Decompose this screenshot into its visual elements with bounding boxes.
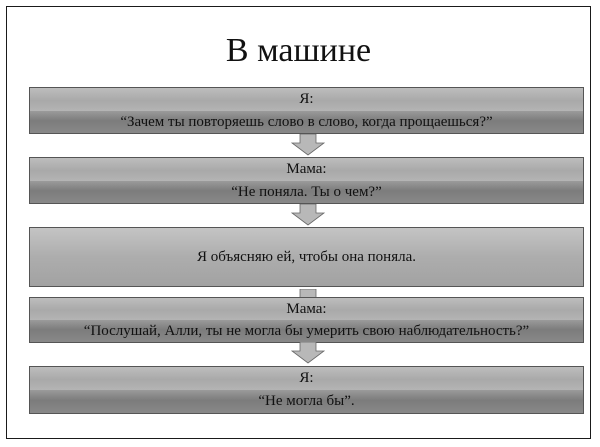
flow-step-2 (29, 157, 584, 204)
flow-step-3 (29, 227, 584, 287)
step-4-speaker: Мама: (30, 298, 583, 320)
step-5-speaker: Я: (30, 367, 583, 390)
flow-step-4 (29, 297, 584, 343)
step-5-text: “Не могла бы”. (30, 390, 583, 413)
step-4-text: “Послушай, Алли, ты не могла бы умерить свою наблюдательность?” (30, 320, 583, 342)
step-2-speaker: Мама: (30, 158, 583, 181)
step-2-text: “Не поняла. Ты о чем?” (30, 181, 583, 203)
step-1-speaker: Я: (30, 88, 583, 111)
down-arrow-icon (291, 342, 325, 364)
step-1-text: “Зачем ты повторяешь слово в слово, когда прощаешься?” (30, 111, 583, 133)
down-arrow-icon (291, 204, 325, 226)
flow-step-5 (29, 366, 584, 414)
down-arrow-icon (291, 134, 325, 156)
slide (6, 6, 591, 439)
step-3-text: Я объясняю ей, чтобы она поняла. (196, 248, 417, 265)
slide-title: В машине (225, 32, 372, 69)
flow-step-1 (29, 87, 584, 134)
